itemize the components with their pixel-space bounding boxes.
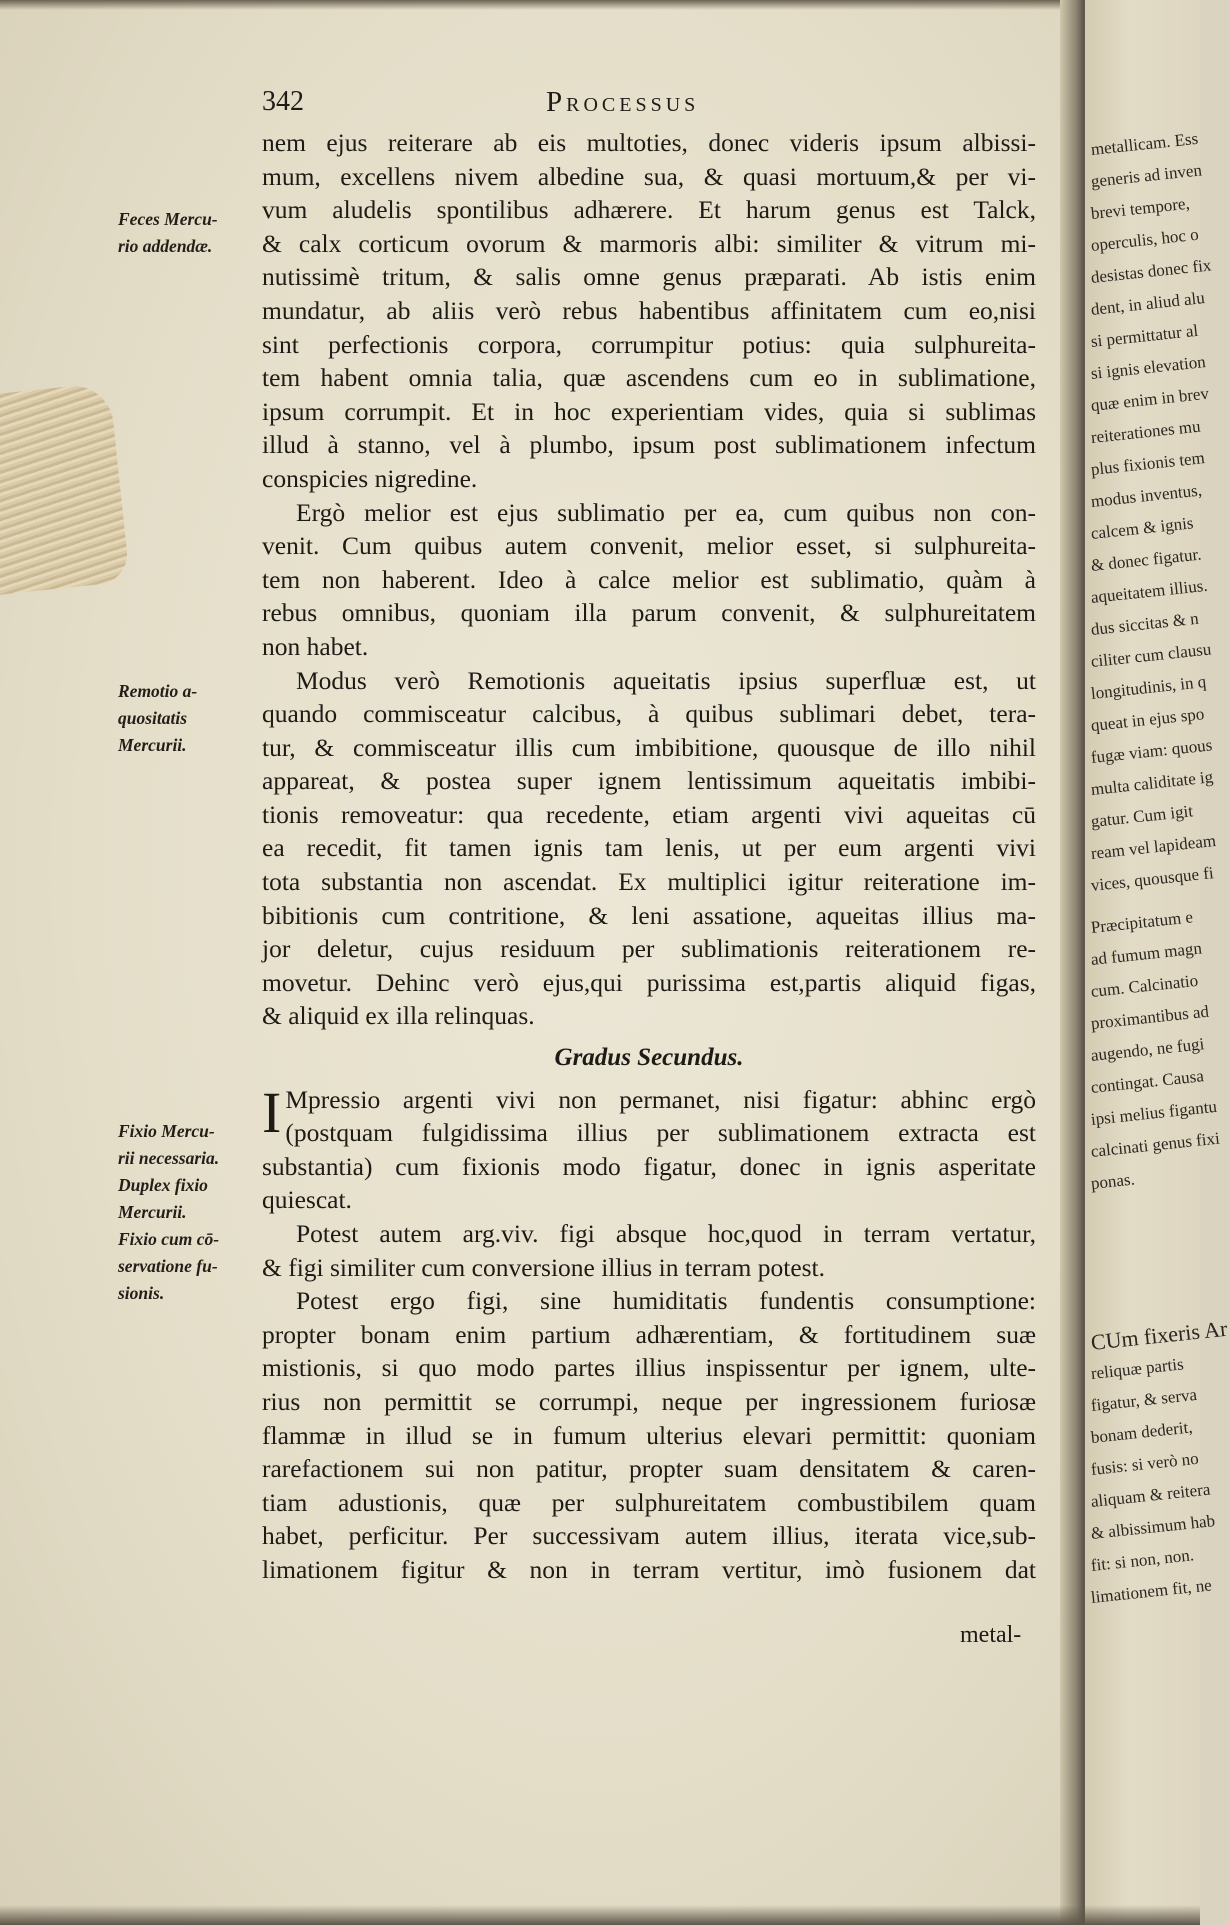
facing-page-fragment xyxy=(1085,0,1229,1925)
text-line: tem non haberent. Ideo à calce melior est sublimatio, quàm à xyxy=(262,564,1036,594)
text-line: & calx corticum ovorum & marmoris albi: similiter & vitrum mi- xyxy=(262,228,1036,258)
text-line: movetur. Dehinc verò ejus,qui purissima est,partis aliquid figas, xyxy=(262,967,1036,997)
paragraph-1 xyxy=(262,126,1036,496)
text-line: limationem figitur & non in terram vertitur, imò fusionem dat xyxy=(262,1554,1036,1584)
facing-line: quæ enim in brev xyxy=(1089,383,1210,415)
margin-note-line: Mercurii. xyxy=(118,735,187,755)
facing-line: CUm fixeris Ar xyxy=(1089,1315,1229,1355)
text-line: Potest autem arg.viv. figi absque hoc,quod in terram vertatur, xyxy=(296,1219,1036,1248)
text-line: quando commisceatur calcibus, à quibus sublimari debet, tera- xyxy=(262,699,1036,729)
margin-note-line: sionis. xyxy=(118,1283,165,1303)
margin-note-line: Fixio Mercu- xyxy=(118,1121,215,1141)
facing-line: bonam dederit, xyxy=(1089,1417,1194,1447)
facing-line: & albissimum hab xyxy=(1089,1511,1216,1543)
margin-note-remotio xyxy=(118,678,260,759)
facing-line: calcem & ignis xyxy=(1089,513,1195,543)
facing-line: si ignis elevation xyxy=(1089,352,1207,383)
facing-line: ponas. xyxy=(1089,1169,1136,1193)
facing-line: fit: si non, non. xyxy=(1089,1545,1195,1575)
text-line: non habet. xyxy=(262,631,369,661)
text-line: rius non permittit se corrumpi, neque per ingressionem furiosæ xyxy=(262,1386,1036,1416)
text-line: mistionis, si quo modo partes illius inspissentur per ignem, ulte- xyxy=(262,1353,1036,1383)
margin-note-line: rio addendæ. xyxy=(118,236,213,256)
margin-note-feces xyxy=(118,206,260,260)
facing-line: & donec figatur. xyxy=(1089,544,1203,575)
text-line: mum, excellens nivem albedine sua, & quasi mortuum,& per vi- xyxy=(262,161,1036,191)
text-line: flammæ in illud se in fumum ulterius elevari permittit: quoniam xyxy=(262,1420,1036,1450)
text-line: Potest ergo figi, sine humiditatis fundentis consumptione: xyxy=(296,1286,1036,1316)
facing-line: dent, in aliud alu xyxy=(1089,288,1206,319)
facing-line: generis ad inven xyxy=(1089,160,1203,191)
paragraph-5 xyxy=(262,1217,1036,1284)
facing-line: operculis, hoc o xyxy=(1089,224,1200,255)
facing-line: modus inventus, xyxy=(1089,480,1203,511)
section-heading: Gradus Secundus. xyxy=(554,1044,744,1072)
facing-line: desistas donec fix xyxy=(1089,255,1213,287)
text-line: & aliquid ex illa relinquas. xyxy=(262,1001,535,1031)
facing-line: limationem fit, ne xyxy=(1089,1575,1213,1607)
text-line: tionis removeatur: qua recedente, etiam argenti vivi aqueitas cū xyxy=(262,799,1036,829)
paragraph-3 xyxy=(262,664,1036,1034)
facing-line: ad fumum magn xyxy=(1089,938,1203,969)
catchword: metal- xyxy=(960,1622,1022,1648)
text-line: jor deletur, cujus residuum per sublimationis reiterationem re- xyxy=(262,934,1036,964)
text-line: mundatur, ab aliis verò rebus habentibus affinitatem cum eo,nisi xyxy=(262,295,1036,325)
text-line: sint perfectionis corpora, corrumpitur potius: quia sulphureita- xyxy=(262,329,1036,359)
text-line: (postquam fulgidissima illius per sublimationem extracta est xyxy=(285,1118,1036,1148)
text-line: quiescat. xyxy=(262,1185,352,1215)
brush-bristles xyxy=(0,382,130,598)
text-line: tem habent omnia talia, quæ ascendens cum eo in sublimatione, xyxy=(262,363,1036,393)
facing-line: gatur. Cum igit xyxy=(1089,801,1194,831)
text-line: substantia) cum fixionis modo figatur, donec in ignis asperitate xyxy=(262,1151,1036,1181)
facing-line: cum. Calcinatio xyxy=(1089,970,1199,1001)
text-line: tota substantia non ascendat. Ex multiplici igitur reiteratione im- xyxy=(262,867,1036,897)
text-line: propter bonam enim partium adhærentiam, & fortitudinem suæ xyxy=(262,1319,1036,1349)
facing-line: aqueitatem illius. xyxy=(1089,575,1209,607)
text-line: rebus omnibus, quoniam illa parum convenit, & sulphureitatem xyxy=(262,598,1036,628)
facing-line: si permittatur al xyxy=(1089,320,1199,351)
text-line: ipsum corrumpit. Et in hoc experientiam vides, quia si sublimas xyxy=(262,396,1036,426)
facing-line: vices, quousque fi xyxy=(1089,863,1215,895)
text-line: & figi similiter cum conversione illius in terram potest. xyxy=(262,1252,826,1282)
page-bottom-shadow xyxy=(0,1905,1200,1925)
margin-note-fixio xyxy=(118,1118,260,1307)
text-line: nem ejus reiterare ab eis multoties, donec videris ipsum albissi- xyxy=(262,128,1036,157)
margin-note-line: Feces Mercu- xyxy=(118,209,218,229)
text-line: Mpressio argenti vivi non permanet, nisi figatur: abhinc ergò xyxy=(285,1084,1036,1114)
page-top-shadow xyxy=(0,0,1078,10)
text-line: bibitionis cum contritione, & leni assatione, aqueitas illius ma- xyxy=(262,900,1036,930)
facing-line: queat in ejus spo xyxy=(1089,704,1206,735)
text-line: tur, & commisceatur illis cum imbibitione, quousque de illo nihil xyxy=(262,732,1036,762)
facing-line: metallicam. Ess xyxy=(1089,128,1199,159)
running-head: Processus xyxy=(546,86,700,118)
text-line: Ergò melior est ejus sublimatio per ea, cum quibus non con- xyxy=(296,497,1036,527)
facing-line: multa caliditate ig xyxy=(1089,767,1215,799)
facing-line: Præcipitatum e xyxy=(1089,907,1194,937)
facing-line: ciliter cum clausu xyxy=(1089,639,1213,671)
facing-line: fusis: si verò no xyxy=(1089,1448,1200,1479)
text-line: illud à stanno, vel à plumbo, ipsum post sublimationem infectum xyxy=(262,430,1036,460)
text-line: appareat, & postea super ignem lentissimum aqueitatis imbibi- xyxy=(262,766,1036,796)
text-line: habet, perficitur. Per successivam autem illius, iterata vice,sub- xyxy=(262,1521,1036,1551)
text-line: rarefactionem sui non patitur, propter suam densitatem & caren- xyxy=(262,1454,1036,1484)
text-line: nutissimè tritum, & salis omne genus præparati. Ab istis enim xyxy=(262,262,1036,292)
text-line: vum aludelis spontilibus adhærere. Et harum genus est Talck, xyxy=(262,195,1036,225)
facing-line: brevi tempore, xyxy=(1089,193,1191,223)
paragraph-4 xyxy=(262,1079,1036,1217)
facing-line: aliquam & reitera xyxy=(1089,1479,1212,1511)
margin-note-line: rii necessaria. xyxy=(118,1148,220,1168)
text-line: Modus verò Remotionis aqueitatis ipsius superfluæ est, ut xyxy=(296,665,1036,695)
facing-line: plus fixionis tem xyxy=(1089,448,1206,479)
paragraph-2 xyxy=(262,496,1036,664)
main-text-column xyxy=(262,126,1036,1587)
text-line: ea recedit, fit tamen ignis tam lenis, ut per eum argenti vivi xyxy=(262,833,1036,863)
margin-note-line: Duplex fixio xyxy=(118,1175,208,1195)
facing-line: augendo, ne fugi xyxy=(1089,1034,1206,1065)
margin-note-line: Fixio cum cō- xyxy=(118,1229,220,1249)
text-line: tiam adustionis, quæ per sulphureitatem combustibilem quam xyxy=(262,1487,1036,1517)
margin-note-line: quositatis xyxy=(118,708,188,728)
margin-note-line: Mercurii. xyxy=(118,1202,187,1222)
facing-line: fugæ viam: quous xyxy=(1089,735,1214,767)
facing-line: dus siccitas & n xyxy=(1089,608,1200,639)
page-number: 342 xyxy=(262,86,304,117)
facing-line: figatur, & serva xyxy=(1089,1384,1198,1415)
text-line: venit. Cum quibus autem convenit, melior esset, si sulphureita- xyxy=(262,531,1036,561)
text-line: conspicies nigredine. xyxy=(262,463,478,493)
facing-line: reiterationes mu xyxy=(1089,416,1202,447)
paragraph-6 xyxy=(262,1284,1036,1586)
drop-cap: I xyxy=(262,1079,282,1145)
facing-line: ream vel lapideam xyxy=(1089,830,1217,863)
facing-line: reliquæ partis xyxy=(1089,1354,1185,1383)
facing-line: calcinati genus fixi xyxy=(1089,1128,1221,1161)
margin-note-line: servatione fu- xyxy=(118,1256,218,1276)
facing-line: contingat. Causa xyxy=(1089,1066,1205,1097)
facing-line: longitudinis, in q xyxy=(1089,671,1208,703)
facing-line: proximantibus ad xyxy=(1089,1001,1210,1033)
page-header xyxy=(262,86,1032,126)
facing-line: ipsi melius figantu xyxy=(1089,1096,1218,1129)
margin-note-line: Remotio a- xyxy=(118,681,198,701)
